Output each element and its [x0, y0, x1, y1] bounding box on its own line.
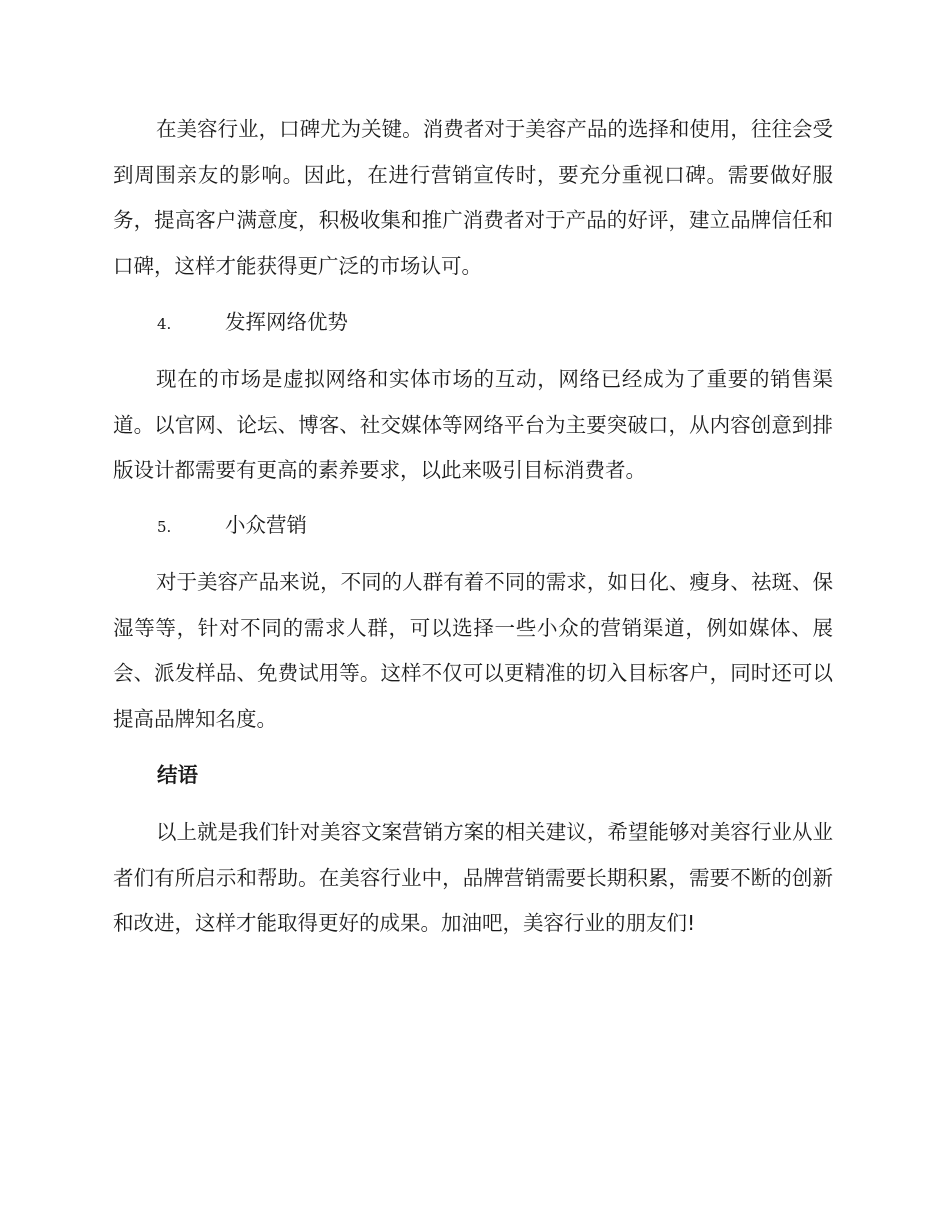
section-title: 小众营销: [225, 513, 307, 537]
paragraph-word-of-mouth: 在美容行业，口碑尤为关键。消费者对于美容产品的选择和使用，往往会受到周围亲友的影响。因此，在进行营销宣传时，要充分重视口碑。需要做好服务，提高客户满意度，积极收集和推广消费者对于产品的好评，建立品牌信任和口碑，这样才能获得更广泛的市场认可。: [113, 117, 833, 278]
paragraph-conclusion: 以上就是我们针对美容文案营销方案的相关建议，希望能够对美容行业从业者们有所启示和帮助。在美容行业中，品牌营销需要长期积累，需要不断的创新和改进，这样才能取得更好的成果。加油吧，美容行业的朋友们!: [113, 820, 833, 935]
section-number: 4.: [157, 315, 172, 333]
section-heading-5: [157, 510, 307, 542]
section-number: 5.: [157, 518, 172, 536]
section-heading-4: [157, 307, 348, 339]
paragraph-network-advantage: 现在的市场是虚拟网络和实体市场的互动，网络已经成为了重要的销售渠道。以官网、论坛、博客、社交媒体等网络平台为主要突破口，从内容创意到排版设计都需要有更高的素养要求，以此来吸引目标消费者。: [113, 367, 833, 482]
section-title: 发挥网络优势: [225, 310, 348, 334]
conclusion-heading: 结语: [157, 763, 198, 787]
paragraph-niche-marketing: 对于美容产品来说，不同的人群有着不同的需求，如日化、瘦身、祛斑、保湿等等，针对不同的需求人群，可以选择一些小众的营销渠道，例如媒体、展会、派发样品、免费试用等。这样不仅可以更精准的切入目标客户，同时还可以提高品牌知名度。: [113, 570, 833, 731]
